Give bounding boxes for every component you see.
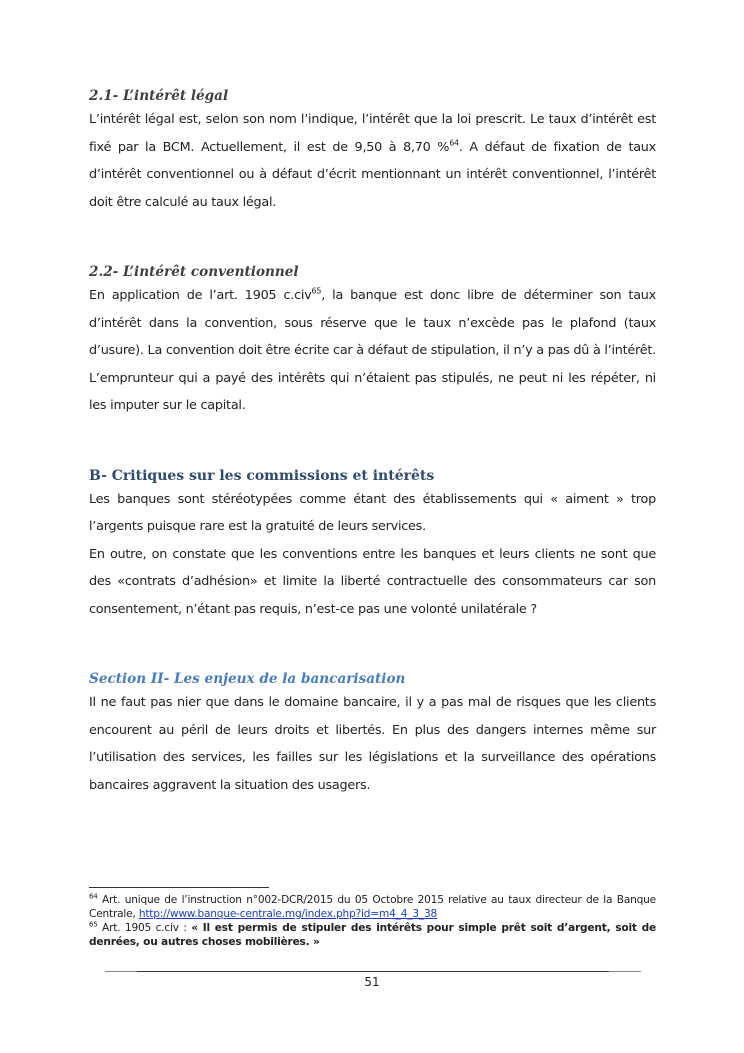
paragraph-critiques-1: Les banques sont stéréotypées comme étant des établissements qui « aiment » trop l’argents puisque rare est la gratuité de leurs services. <box>89 491 656 534</box>
footnote-text: Art. unique de l’instruction n°002-DCR/2015 du 05 Octobre 2015 relative au taux directeur de la Banque Centrale, <box>89 894 656 920</box>
footnote-text: Art. 1905 c.civ : <box>97 922 192 934</box>
footnote-number: 65 <box>89 920 98 929</box>
paragraph-interet-conventionnel <box>89 282 656 420</box>
page-body <box>89 86 656 799</box>
heading-section-ii: Section II- Les enjeux de la bancarisation <box>89 671 406 687</box>
paragraph-interet-legal <box>89 106 656 216</box>
text-segment: , la banque est donc libre de déterminer son taux d’intérêt dans la convention, sous réserve que le taux n’excède pas le plafond (taux d’usure). La convention doit être écrite car à défaut de stipulation, il n’y a pas dû à l’intérêt. L’emprunteur qui a payé des intérêts qui n’étaient pas stipulés, ne peut ni les répéter, ni les imputer sur le capital. <box>89 288 656 413</box>
footnote-64 <box>89 893 656 921</box>
page-number: 51 <box>364 975 380 989</box>
footnote-65 <box>89 921 656 949</box>
paragraph-critiques-2: En outre, on constate que les conventions entre les banques et leurs clients ne sont que des «contrats d’adhésion» et limite la liberté contractuelle des consommateurs car son consentement, n’étant pas requis, n’est-ce pas une volonté unilatérale ? <box>89 546 656 617</box>
footnotes <box>89 893 656 949</box>
text-segment: En application de l’art. 1905 c.civ <box>89 288 312 303</box>
text-segment: . A défaut de fixation de taux d’intérêt conventionnel ou à défaut d’écrit mentionnant un intérêt conventionnel, l’intérêt doit être calculé au taux légal. <box>89 139 656 210</box>
footer-rule-dark <box>137 971 609 972</box>
heading-critiques: B- Critiques sur les commissions et intérêts <box>89 467 435 484</box>
text-segment: L’intérêt légal est, selon son nom l’indique, l’intérêt que la loi prescrit. Le taux d’intérêt est fixé par la BCM. Actuellement, il est de 9,50 à 8,70 % <box>89 112 656 155</box>
footnote-ref-64[interactable]: 64 <box>449 138 459 148</box>
footnote-separator <box>89 887 269 888</box>
footnote-quote: « Il est permis de stipuler des intérêts pour simple prêt soit d’argent, soit de denrées, ou autres choses mobilières. » <box>89 922 656 948</box>
heading-interet-conventionnel: 2.2- L’intérêt conventionnel <box>89 264 299 280</box>
footnote-link[interactable]: http://www.banque-centrale.mg/index.php?id=m4_4_3_38 <box>138 908 438 920</box>
heading-interet-legal: 2.1- L’intérêt légal <box>89 88 229 104</box>
paragraph-enjeux: Il ne faut pas nier que dans le domaine bancaire, il y a pas mal de risques que les clients encourent au péril de leurs droits et libertés. En plus des dangers internes même sur l’utilisation des services, les failles sur les législations et la surveillance des opérations bancaires aggravent la situation des usagers. <box>89 695 656 793</box>
footnote-ref-65[interactable]: 65 <box>311 286 322 296</box>
footnote-number: 64 <box>89 892 98 901</box>
